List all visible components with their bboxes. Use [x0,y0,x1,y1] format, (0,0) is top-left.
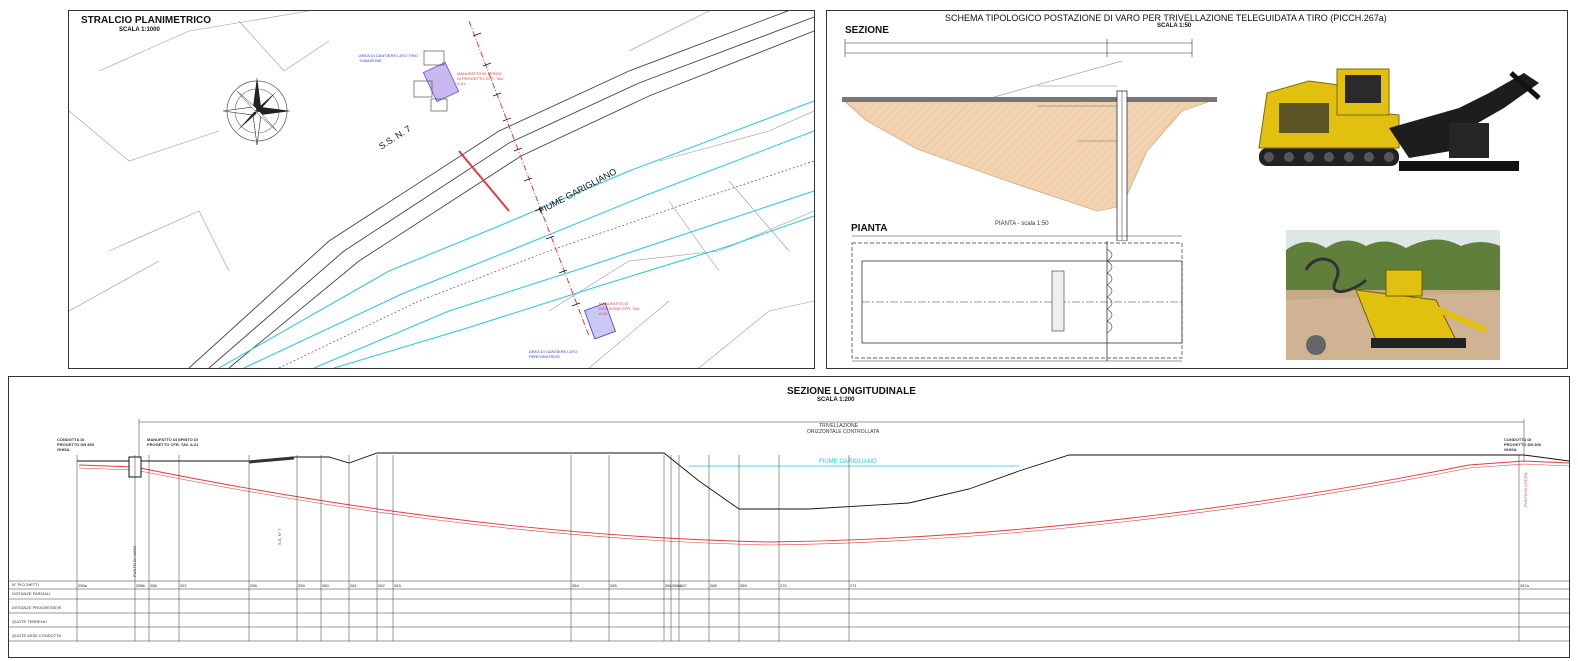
drilling-rig-site-photo [1286,230,1500,360]
manhole-top-label: MANUFATTO DI SPINTA DI PROGETTO CFR. TAV. A.01 [457,71,504,86]
site-bottom-label: AREA DI CANTIERE LATO PERFORATRICE [529,349,578,359]
station-label: 270 [780,583,787,588]
right-pipe-label: CONDOTTA DI PROGETTO DN 800 GHISA [1504,437,1542,452]
profile-panel [8,376,1570,658]
profile-river-label: FIUME GARIGLIANO [819,459,877,465]
station-label: 260 [322,583,329,588]
manhole-bottom-label: MANUFATTO DI RICEZIONE CFR. TAV. A.02 [599,301,641,316]
station-label: 262 [378,583,385,588]
road-label-vertical: S.S. N° 7 [277,528,282,545]
profile-title: SEZIONE LONGITUDINALE [787,386,916,397]
schema-title: SCHEMA TIPOLOGICO POSTAZIONE DI VARO PER TRIVELLAZIONE TELEGUIDATA A TIRO (PICCH.267a) [945,13,1387,23]
drill-label-2: ORIZZONTALE CONTROLLATA [807,429,880,435]
station-label: 267 [680,583,687,588]
schema-panel [826,10,1568,369]
row-picchetti: N° PICCHETTI [12,582,39,587]
station-label: 266 [665,583,672,588]
schema-scale: SCALA 1:50 [1157,23,1192,29]
manhole-label: MANUFATTO DI SPINTO DI PROGETTO CFR. TAV. A.01 [147,437,199,447]
row-dist-parziali: DISTANZE PARZIALI [12,591,51,596]
station-label: 256 [150,583,157,588]
station-label: 271 [850,583,857,588]
profile-drawing [9,377,1569,657]
compass-rose-icon [223,77,291,145]
station-label: 263 [394,583,401,588]
station-label: 255a [78,583,87,588]
station-label: 261 [350,583,357,588]
drill-label-1: TRIVELLAZIONE [819,423,858,429]
left-pipe-label: CONDOTTA DI PROGETTO DN 800 GHISA [57,437,95,452]
drilling-machine-photo [1249,53,1549,191]
plan-sub-label: PIANTA [851,223,888,234]
section-label: SEZIONE [845,25,889,36]
pipe-profile [79,461,1569,542]
site-top-label: AREA DI CANTIERE LATO TIRO TUBAZIONE [359,53,418,63]
plan-scale: SCALA 1:1000 [119,27,160,33]
plan-layout-drawing [842,231,1202,366]
exit-point-label: PUNTO DI USCITA [1523,472,1528,507]
plan-scale-sub: PIANTA - scala 1:50 [995,221,1049,227]
row-quote-asse: QUOTE ASSE CONDOTTA [12,633,62,638]
section-drawing [837,31,1227,241]
station-label: 267a [1520,583,1529,588]
station-label: 255b [136,583,145,588]
site-area-top [423,62,458,101]
station-label: 258 [250,583,257,588]
plan-road-label: S.S. N. 7 [377,123,413,152]
profile-scale: SCALA 1:200 [817,397,855,403]
plan-river-label: FIUME GARIGLIANO [537,166,619,216]
station-label: 264 [572,583,579,588]
station-label: 269 [740,583,747,588]
terrain-line [77,453,1569,509]
plan-drawing [69,11,814,368]
plan-title: STRALCIO PLANIMETRICO [81,15,211,26]
row-dist-progressive: DISTANZE PROGRESSIVE [12,605,62,610]
station-label: 266a [672,583,681,588]
station-label: 265 [610,583,617,588]
row-quote-terreno: QUOTE TERRENO [12,619,47,624]
station-label: 268 [710,583,717,588]
station-label: 257 [180,583,187,588]
station-label: 259 [298,583,305,588]
plan-panel [68,10,815,369]
drill-point-label: PUNTO DI VARO [132,545,137,577]
